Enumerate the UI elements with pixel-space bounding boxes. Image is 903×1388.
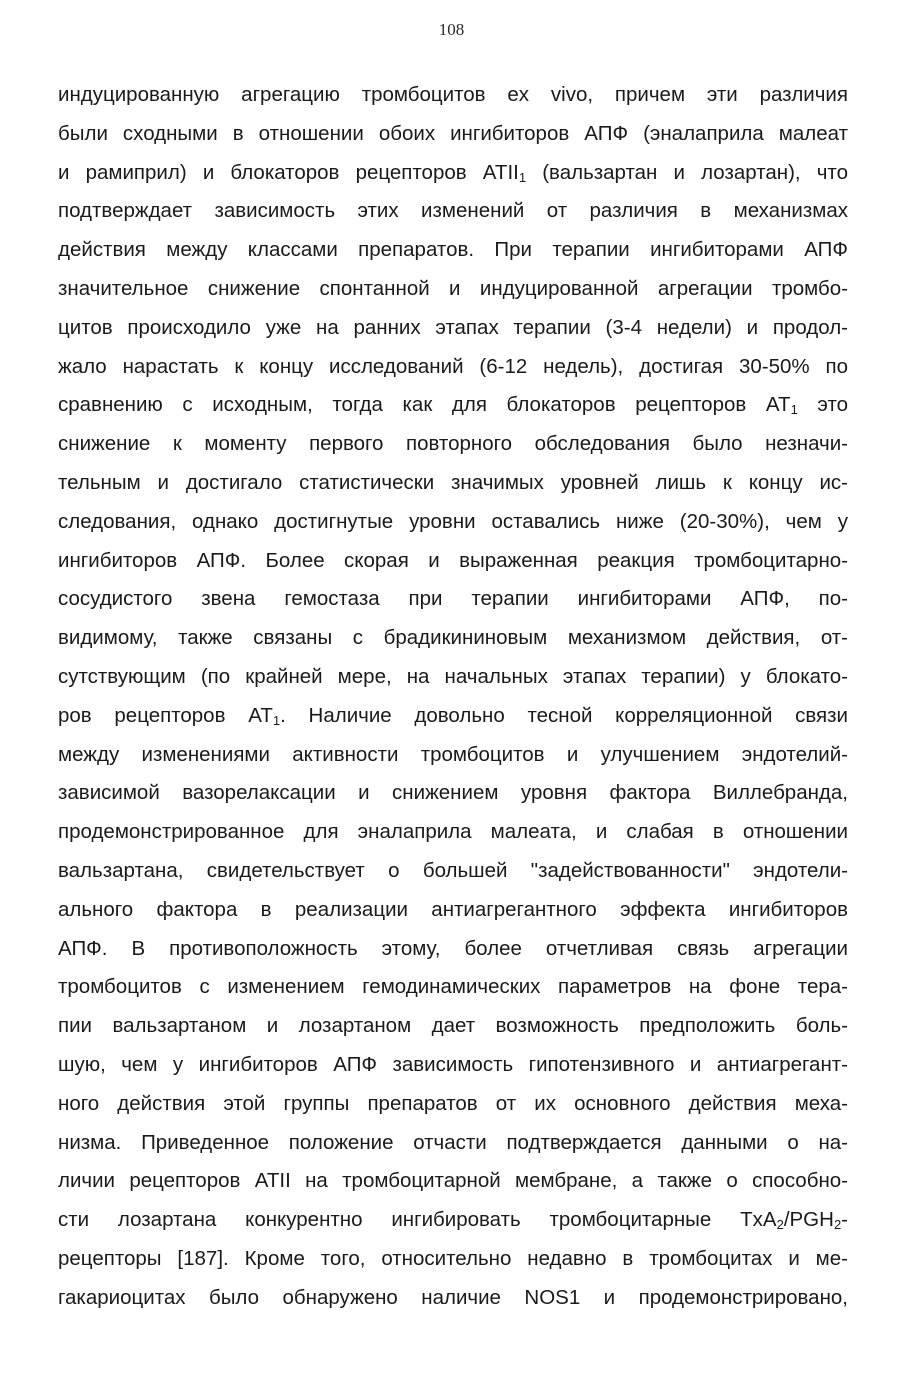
text-line	[58, 580, 848, 619]
text-line	[58, 1007, 848, 1046]
text-line	[58, 1046, 848, 1085]
text-line	[58, 154, 848, 193]
text-run: ингибиторов АПФ. Более скорая и выраженная реакция тромбоцитарно-	[58, 548, 848, 572]
text-run: тельным и достигало статистически значимых уровней лишь к концу ис-	[58, 470, 848, 494]
text-run: гакариоцитах было обнаружено наличие NOS1 и продемонстрировано,	[58, 1285, 848, 1309]
text-line	[58, 1124, 848, 1163]
text-line	[58, 930, 848, 969]
text-run: между изменениями активности тромбоцитов и улучшением эндотелий-	[58, 742, 848, 766]
text-run: рецепторы [187]. Кроме того, относительно недавно в тромбоцитах и ме-	[58, 1246, 848, 1270]
text-line	[58, 386, 848, 425]
text-run: шую, чем у ингибиторов АПФ зависимость гипотензивного и антиагрегант-	[58, 1052, 848, 1076]
text-run: зависимой вазорелаксации и снижением уровня фактора Виллебранда,	[58, 781, 848, 805]
text-line	[58, 192, 848, 231]
subscript: 1	[272, 712, 281, 728]
text-line	[58, 774, 848, 813]
text-run: сосудистого звена гемостаза при терапии ингибиторами АПФ, по-	[58, 587, 848, 611]
text-run: личии рецепторов ATII на тромбоцитарной мембране, а также о способно-	[58, 1169, 848, 1193]
text-run: подтверждает зависимость этих изменений от различия в механизмах	[58, 199, 848, 223]
text-run: ного действия этой группы препаратов от их основного действия меха-	[58, 1091, 848, 1115]
text-line	[58, 542, 848, 581]
text-run: значительное снижение спонтанной и индуцированной агрегации тромбо-	[58, 276, 848, 300]
text-line	[58, 464, 848, 503]
text-line	[58, 968, 848, 1007]
text-line	[58, 852, 848, 891]
text-run: видимому, также связаны с брадикининовым механизмом действия, от-	[58, 626, 848, 650]
subscript: 2	[776, 1217, 784, 1233]
text-run: это	[797, 393, 848, 417]
text-run: индуцированную агрегацию тромбоцитов ex vivo, причем эти различия	[58, 83, 848, 106]
text-line	[58, 1162, 848, 1201]
text-run: -	[841, 1208, 848, 1232]
text-line	[58, 309, 848, 348]
text-line	[58, 697, 848, 736]
text-line	[58, 231, 848, 270]
text-run: ального фактора в реализации антиагрегантного эффекта ингибиторов	[58, 897, 848, 921]
text-run: сти лозартана конкурентно ингибировать тромбоцитарные TxA	[58, 1208, 777, 1232]
text-run: действия между классами препаратов. При терапии ингибиторами АПФ	[58, 238, 848, 262]
text-line	[58, 270, 848, 309]
text-line	[58, 658, 848, 697]
text-run: сутствующим (по крайней мере, на начальных этапах терапии) у блокато-	[58, 664, 848, 688]
text-line	[58, 348, 848, 387]
text-line	[58, 891, 848, 930]
text-run: были сходными в отношении обоих ингибиторов АПФ (эналаприла малеат	[58, 121, 848, 145]
body-paragraph	[58, 76, 848, 1318]
text-line	[58, 115, 848, 154]
text-line	[58, 1279, 848, 1318]
text-line	[58, 1201, 848, 1240]
text-run: ров рецепторов AT	[58, 703, 273, 727]
text-run: /PGH	[783, 1208, 834, 1232]
text-run: сравнению с исходным, тогда как для блокаторов рецепторов AT	[58, 393, 791, 417]
text-run: низма. Приведенное положение отчасти подтверждается данными о на-	[58, 1130, 848, 1154]
text-line	[58, 736, 848, 775]
text-run: жало нарастать к концу исследований (6-12 недель), достигая 30-50% по	[58, 354, 848, 378]
subscript: 1	[790, 402, 798, 418]
subscript: 2	[833, 1217, 842, 1233]
subscript: 1	[518, 169, 527, 185]
text-run: следования, однако достигнутые уровни оставались ниже (20-30%), чем у	[58, 509, 848, 533]
text-line	[58, 503, 848, 542]
text-line	[58, 1240, 848, 1279]
text-run: снижение к моменту первого повторного обследования было незначи-	[58, 432, 848, 456]
text-run: АПФ. В противоположность этому, более отчетливая связь агрегации	[58, 936, 848, 960]
text-run: (вальзартан и лозартан), что	[526, 160, 848, 184]
text-run: пии вальзартаном и лозартаном дает возможность предположить боль-	[58, 1014, 848, 1038]
text-run: тромбоцитов с изменением гемодинамических параметров на фоне тера-	[58, 975, 848, 999]
text-line	[58, 425, 848, 464]
text-line	[58, 1085, 848, 1124]
text-line	[58, 619, 848, 658]
page-number: 108	[438, 20, 465, 39]
text-run: продемонстрированное для эналаприла малеата, и слабая в отношении	[58, 820, 848, 844]
text-run: цитов происходило уже на ранних этапах терапии (3-4 недели) и продол-	[58, 315, 848, 339]
text-line	[58, 813, 848, 852]
text-run: и рамиприл) и блокаторов рецепторов ATII	[58, 160, 519, 184]
text-run: . Наличие довольно тесной корреляционной связи	[280, 703, 848, 727]
text-run: вальзартана, свидетельствует о большей "задействованности" эндотели-	[58, 858, 848, 882]
text-line	[58, 76, 848, 115]
